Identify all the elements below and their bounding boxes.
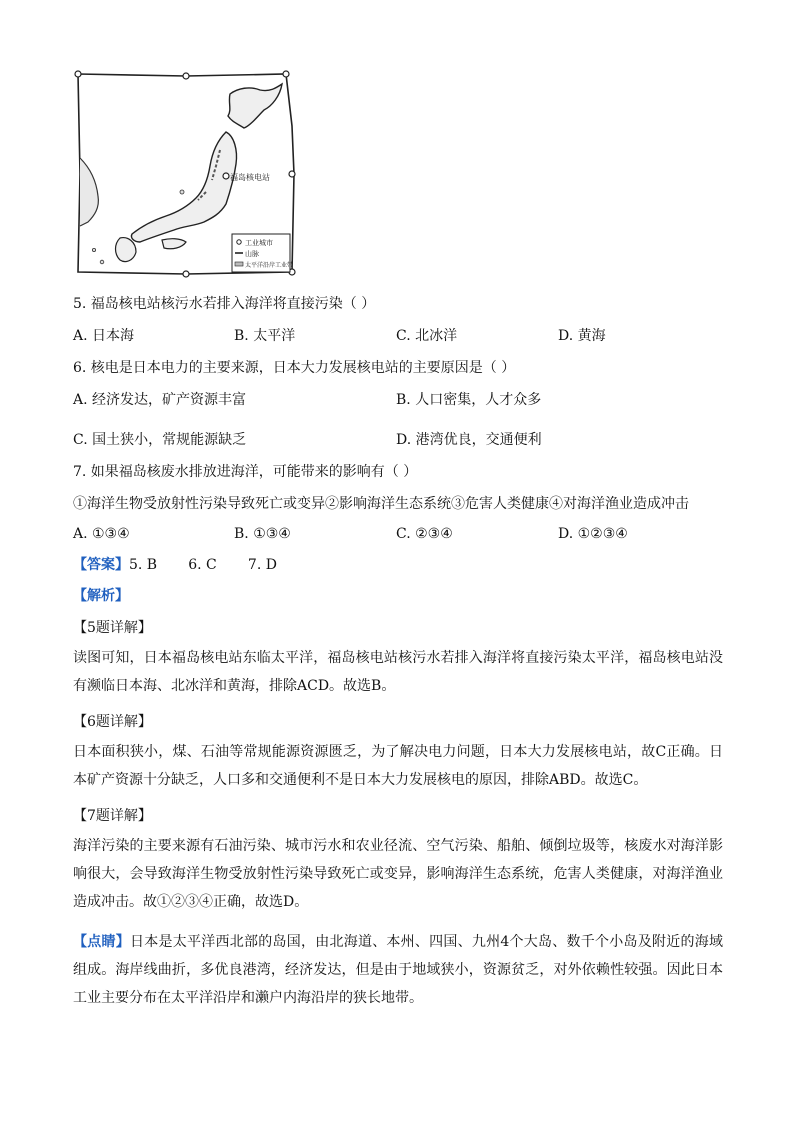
kyushu xyxy=(116,238,137,262)
q6-option-d: D. 港湾优良，交通便利 xyxy=(396,432,542,448)
question-5-stem: 5. 福岛核电站核污水若排入海洋将直接污染（ ） xyxy=(73,296,376,312)
analysis-label xyxy=(73,586,129,606)
tip-paragraph xyxy=(73,928,723,1012)
q6-option-a: A. 经济发达，矿产资源丰富 xyxy=(73,392,247,408)
question-7-statements: ①海洋生物受放射性污染导致死亡或变异②影响海洋生态系统③危害人类健康④对海洋渔业造成冲击 xyxy=(73,496,689,512)
question-6-stem: 6. 核电是日本电力的主要来源，日本大力发展核电站的主要原因是（ ） xyxy=(73,360,516,376)
detail-6-text: 日本面积狭小，煤、石油等常规能源资源匮乏，为了解决电力问题，日本大力发展核电站，故C正确。日本矿产资源十分缺乏，人口多和交通便利不是日本大力发展核电的原因，排除ABD。故选C。 xyxy=(73,744,723,788)
japan-map-figure xyxy=(70,66,302,280)
detail-5-text: 读图可知，日本福岛核电站东临太平洋，福岛核电站核污水若排入海洋将直接污染太平洋，福岛核电站没有濒临日本海、北冰洋和黄海，排除ACD。故选B。 xyxy=(73,650,723,694)
shikoku xyxy=(162,239,186,249)
q7-option-b: B. ①③④ xyxy=(234,526,291,542)
legend-mountain: 山脉 xyxy=(245,250,259,258)
analysis-label-text: 【解析】 xyxy=(73,588,129,604)
q5-option-d: D. 黄海 xyxy=(558,328,606,344)
question-7-stem: 7. 如果福岛核废水排放进海洋，可能带来的影响有（ ） xyxy=(73,464,418,480)
answer-text: 5. B 6. C 7. D xyxy=(129,557,277,573)
detail-6-label: 【6题详解】 xyxy=(73,714,152,730)
q7-option-c: C. ②③④ xyxy=(396,526,453,542)
q6-option-c: C. 国土狭小，常规能源缺乏 xyxy=(73,432,247,448)
hokkaido xyxy=(228,84,282,128)
tip-label: 【点睛】 xyxy=(73,934,130,950)
q6-option-b: B. 人口密集，人才众多 xyxy=(396,392,542,408)
tip-text: 日本是太平洋西北部的岛国，由北海道、本州、四国、九州4个大岛、数千个小岛及附近的海域组成。海岸线曲折，多优良港湾，经济发达，但是由于地域狭小，资源贫乏，对外依赖性较强。因此日本工业主要分布在太平洋沿岸和濑户内海沿岸的狭长地带。 xyxy=(73,934,724,1006)
korea-coast xyxy=(80,158,98,226)
fukushima-marker xyxy=(223,173,229,179)
detail-7-label: 【7题详解】 xyxy=(73,808,152,824)
station-label: 福岛核电站 xyxy=(230,173,270,182)
q5-option-b: B. 太平洋 xyxy=(234,328,296,344)
answer-label: 【答案】 xyxy=(73,557,129,573)
legend-industrial-belt: 太平洋沿岸工业带 xyxy=(245,262,294,269)
honshu xyxy=(131,132,236,242)
q5-option-c: C. 北冰洋 xyxy=(396,328,458,344)
japan-map-svg xyxy=(70,66,302,280)
detail-5-label: 【5题详解】 xyxy=(73,620,152,636)
q5-option-a: A. 日本海 xyxy=(73,328,135,344)
answer-line xyxy=(73,555,277,575)
legend-belt-symbol xyxy=(235,262,243,266)
q7-option-a: A. ①③④ xyxy=(73,526,130,542)
q7-option-d: D. ①②③④ xyxy=(558,526,628,542)
detail-7-text: 海洋污染的主要来源有石油污染、城市污水和农业径流、空气污染、船舶、倾倒垃圾等，核废水对海洋影响很大，会导致海洋生物受放射性污染导致死亡或变异，影响海洋生态系统，危害人类健康，对海洋渔业造成冲击。故①②③④正确，故选D。 xyxy=(73,838,723,910)
legend-city: 工业城市 xyxy=(245,239,273,247)
